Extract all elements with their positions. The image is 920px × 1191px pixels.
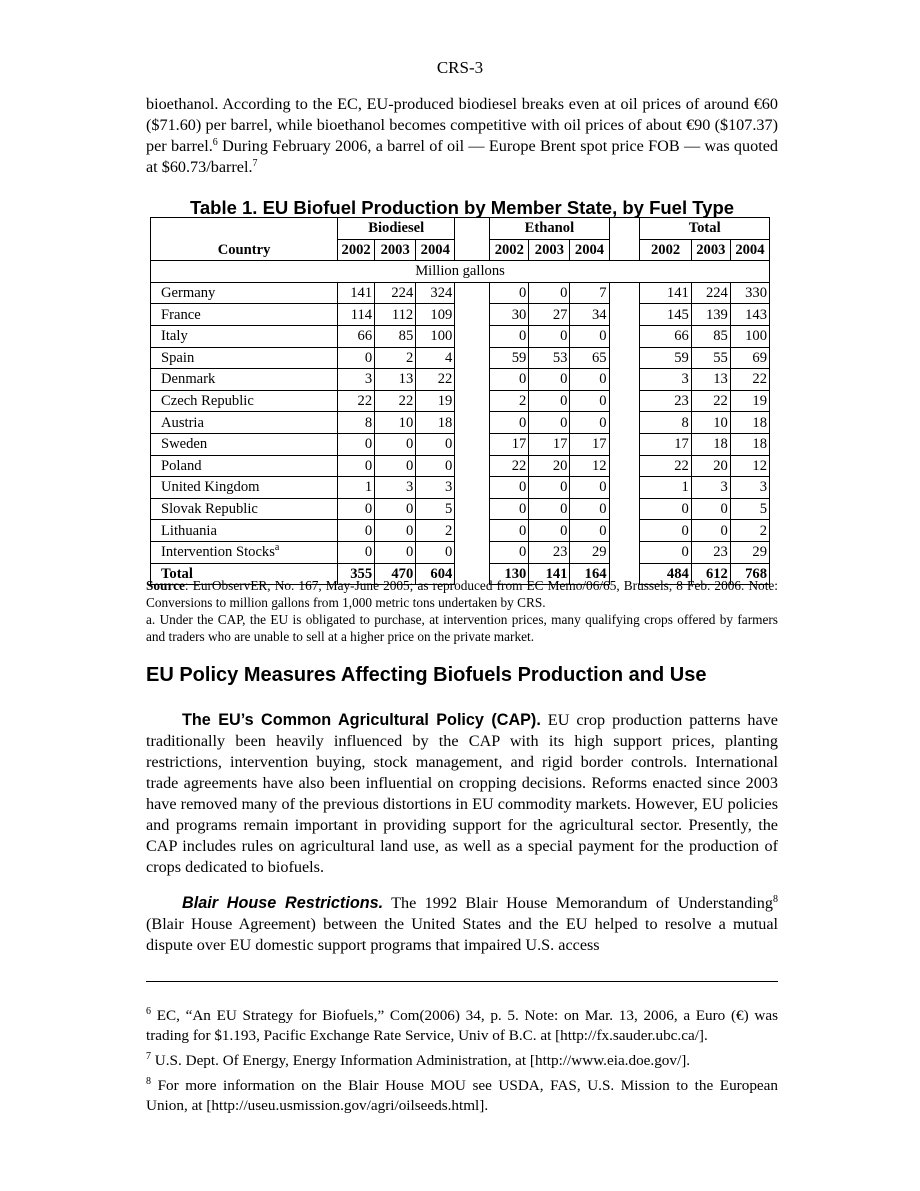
- value-cell: 69: [730, 347, 769, 369]
- value-cell: 0: [640, 541, 691, 563]
- footnote-number: 6: [146, 1006, 151, 1017]
- value-cell: 17: [570, 433, 609, 455]
- value-cell: 3: [416, 477, 455, 499]
- value-cell: 0: [529, 477, 570, 499]
- country-name: Sweden: [161, 436, 208, 453]
- value-cell: 0: [375, 455, 416, 477]
- cap-heading: The EU’s Common Agricultural Policy (CAP).: [182, 711, 541, 729]
- value-cell: 55: [691, 347, 730, 369]
- value-cell: 324: [416, 282, 455, 304]
- country-name: United Kingdom: [161, 479, 260, 496]
- source-line: [146, 577, 778, 611]
- value-cell: 12: [730, 455, 769, 477]
- value-cell: 612: [691, 563, 730, 585]
- gap-cell: [455, 390, 490, 412]
- footnote-8: [146, 1076, 778, 1116]
- group-header-biodiesel: Biodiesel: [338, 218, 455, 240]
- value-cell: 224: [375, 282, 416, 304]
- intro-paragraph: [146, 94, 778, 178]
- country-name: Italy: [161, 328, 188, 345]
- gap-cell: [609, 218, 640, 240]
- value-cell: 0: [529, 282, 570, 304]
- value-cell: 59: [490, 347, 529, 369]
- country-name: Total: [161, 565, 193, 582]
- source-label: Source: [146, 578, 185, 593]
- gap-cell: [455, 498, 490, 520]
- value-cell: 141: [640, 282, 691, 304]
- value-cell: 29: [730, 541, 769, 563]
- value-cell: 0: [416, 433, 455, 455]
- value-cell: 34: [570, 304, 609, 326]
- country-cell: [151, 390, 338, 412]
- year-header: 2004: [416, 239, 455, 261]
- table-row: [151, 541, 770, 563]
- value-cell: 13: [691, 369, 730, 391]
- footnote-divider: [146, 981, 778, 982]
- value-cell: 85: [691, 325, 730, 347]
- cap-paragraph: [146, 710, 778, 878]
- value-cell: 224: [691, 282, 730, 304]
- country-name: Spain: [161, 349, 195, 366]
- footnote-7: [146, 1051, 778, 1071]
- value-cell: 4: [416, 347, 455, 369]
- value-cell: 23: [529, 541, 570, 563]
- intro-text-1: bioethanol. According to the EC, EU-produced biodiesel breaks even at oil prices of around €60 ($71.60) per barrel, while bioethanol becomes competitive with oil prices of about €90 ($107.37) per barrel.: [146, 95, 778, 155]
- value-cell: 0: [529, 369, 570, 391]
- gap-cell: [609, 390, 640, 412]
- value-cell: 130: [490, 563, 529, 585]
- country-cell: [151, 282, 338, 304]
- value-cell: 470: [375, 563, 416, 585]
- value-cell: 23: [640, 390, 691, 412]
- gap-cell: [609, 239, 640, 261]
- value-cell: 5: [730, 498, 769, 520]
- table-row: [151, 412, 770, 434]
- value-cell: 0: [416, 541, 455, 563]
- value-cell: 30: [490, 304, 529, 326]
- value-cell: 2: [490, 390, 529, 412]
- value-cell: 0: [490, 477, 529, 499]
- value-cell: 22: [338, 390, 375, 412]
- footnote-ref-6[interactable]: 6: [212, 137, 218, 148]
- value-cell: 100: [730, 325, 769, 347]
- value-cell: 0: [490, 520, 529, 542]
- value-cell: 59: [640, 347, 691, 369]
- gap-cell: [609, 412, 640, 434]
- footnote-ref-8[interactable]: 8: [773, 894, 778, 905]
- page-header: CRS-3: [436, 58, 484, 77]
- table-row: [151, 347, 770, 369]
- biofuel-production-table: [150, 217, 770, 585]
- table-row: [151, 325, 770, 347]
- table-row: [151, 433, 770, 455]
- year-header: 2002: [338, 239, 375, 261]
- gap-cell: [609, 477, 640, 499]
- value-cell: 85: [375, 325, 416, 347]
- year-header: 2003: [529, 239, 570, 261]
- value-cell: 0: [375, 498, 416, 520]
- value-cell: 18: [416, 412, 455, 434]
- gap-cell: [609, 369, 640, 391]
- gap-cell: [609, 347, 640, 369]
- year-header: 2003: [375, 239, 416, 261]
- value-cell: 18: [730, 433, 769, 455]
- gap-cell: [455, 218, 490, 240]
- value-cell: 10: [375, 412, 416, 434]
- table-row: [151, 455, 770, 477]
- value-cell: 355: [338, 563, 375, 585]
- country-cell: [151, 369, 338, 391]
- year-header: 2004: [570, 239, 609, 261]
- country-cell: [151, 433, 338, 455]
- country-name: Poland: [161, 457, 202, 474]
- value-cell: 0: [570, 412, 609, 434]
- country-cell: [151, 541, 338, 563]
- country-name: Denmark: [161, 371, 216, 388]
- value-cell: 22: [490, 455, 529, 477]
- value-cell: 141: [338, 282, 375, 304]
- source-text: : EurObservER, No. 167, May-June 2005; as reproduced from EC Memo/06/65, Brussels, 8 Feb. 2006. Note: Conversions to million gallons from 1,000 metric tons undertaken by CRS.: [146, 578, 778, 610]
- value-cell: 20: [529, 455, 570, 477]
- value-cell: 22: [375, 390, 416, 412]
- footnote-text: U.S. Dept. Of Energy, Energy Information Administration, at [http://www.eia.doe.gov/].: [151, 1052, 691, 1069]
- value-cell: 0: [570, 498, 609, 520]
- gap-cell: [609, 455, 640, 477]
- value-cell: 139: [691, 304, 730, 326]
- blair-paragraph: [146, 893, 778, 956]
- value-cell: 0: [691, 498, 730, 520]
- value-cell: 17: [490, 433, 529, 455]
- gap-cell: [609, 498, 640, 520]
- value-cell: 330: [730, 282, 769, 304]
- value-cell: 7: [570, 282, 609, 304]
- value-cell: 0: [338, 498, 375, 520]
- value-cell: 112: [375, 304, 416, 326]
- value-cell: 484: [640, 563, 691, 585]
- value-cell: 13: [375, 369, 416, 391]
- value-cell: 12: [570, 455, 609, 477]
- value-cell: 10: [691, 412, 730, 434]
- value-cell: 1: [640, 477, 691, 499]
- value-cell: 0: [338, 347, 375, 369]
- table-source-note: [146, 577, 778, 645]
- value-cell: 0: [490, 498, 529, 520]
- value-cell: 2: [416, 520, 455, 542]
- footnote-text: For more information on the Blair House MOU see USDA, FAS, U.S. Mission to the European Union, at [http://useu.usmission.gov/agri/oilseeds.html].: [146, 1077, 778, 1114]
- value-cell: 22: [640, 455, 691, 477]
- gap-cell: [455, 369, 490, 391]
- value-cell: 143: [730, 304, 769, 326]
- gap-cell: [455, 541, 490, 563]
- gap-cell: [455, 347, 490, 369]
- gap-cell: [609, 520, 640, 542]
- value-cell: 19: [416, 390, 455, 412]
- year-header: 2004: [730, 239, 769, 261]
- country-cell: [151, 477, 338, 499]
- country-cell: [151, 304, 338, 326]
- gap-cell: [609, 282, 640, 304]
- value-cell: 0: [490, 541, 529, 563]
- value-cell: 145: [640, 304, 691, 326]
- footnote-text: EC, “An EU Strategy for Biofuels,” Com(2006) 34, p. 5. Note: on Mar. 13, 2006, a Euro (€) was trading for $1.193, Pacific Exchange Rate Service, Univ of B.C. at [http://fx.sauder.ubc.ca/].: [146, 1007, 778, 1044]
- value-cell: 22: [691, 390, 730, 412]
- table-row: [151, 390, 770, 412]
- unit-label: Million gallons: [151, 261, 770, 283]
- value-cell: 29: [570, 541, 609, 563]
- year-header: 2003: [691, 239, 730, 261]
- value-cell: 66: [338, 325, 375, 347]
- value-cell: 0: [691, 520, 730, 542]
- value-cell: 604: [416, 563, 455, 585]
- country-cell: [151, 325, 338, 347]
- value-cell: 8: [338, 412, 375, 434]
- country-cell: [151, 520, 338, 542]
- value-cell: 0: [640, 498, 691, 520]
- gap-cell: [455, 477, 490, 499]
- value-cell: 8: [640, 412, 691, 434]
- value-cell: 17: [640, 433, 691, 455]
- country-name: Slovak Republic: [161, 501, 258, 518]
- gap-cell: [609, 541, 640, 563]
- blair-text-2: (Blair House Agreement) between the United States and the EU helped to resolve a mutual dispute over EU domestic support programs that impaired U.S. access: [146, 915, 778, 954]
- value-cell: 3: [640, 369, 691, 391]
- value-cell: 114: [338, 304, 375, 326]
- gap-cell: [455, 304, 490, 326]
- value-cell: 0: [375, 433, 416, 455]
- value-cell: 66: [640, 325, 691, 347]
- gap-cell: [609, 433, 640, 455]
- value-cell: 3: [691, 477, 730, 499]
- value-cell: 3: [375, 477, 416, 499]
- value-cell: 0: [338, 455, 375, 477]
- country-cell: [151, 455, 338, 477]
- table-row: [151, 520, 770, 542]
- value-cell: 0: [529, 412, 570, 434]
- table-note-ref: a: [274, 542, 280, 554]
- value-cell: 23: [691, 541, 730, 563]
- country-name: Intervention Stocks: [161, 544, 275, 561]
- value-cell: 0: [529, 325, 570, 347]
- value-cell: 65: [570, 347, 609, 369]
- value-cell: 53: [529, 347, 570, 369]
- cap-text: EU crop production patterns have traditionally been heavily influenced by the CAP with its high support prices, planting restrictions, intervention buying, stock management, and rigid border controls. International trade agreements have also been influential on cropping decisions. Reforms enacted since 2003 have removed many of the previous distortions in EU commodity markets. However, EU policies and programs remain important in providing support for the agricultural sector. Presently, the CAP includes rules on agricultural land use, as well as a special payment for the production of crops dedicated to biofuels.: [146, 711, 778, 876]
- value-cell: 0: [338, 433, 375, 455]
- note-a: a. Under the CAP, the EU is obligated to purchase, at intervention prices, many qualifying crops offered by farmers and traders who are unable to sell at a higher price on the private market.: [146, 612, 778, 644]
- country-cell: [151, 347, 338, 369]
- country-name: Lithuania: [161, 522, 217, 539]
- value-cell: 27: [529, 304, 570, 326]
- value-cell: 0: [570, 325, 609, 347]
- gap-cell: [455, 520, 490, 542]
- value-cell: 2: [375, 347, 416, 369]
- value-cell: 0: [490, 282, 529, 304]
- country-name: Czech Republic: [161, 393, 254, 410]
- value-cell: 0: [529, 498, 570, 520]
- value-cell: 768: [730, 563, 769, 585]
- country-cell: [151, 412, 338, 434]
- value-cell: 100: [416, 325, 455, 347]
- value-cell: 3: [338, 369, 375, 391]
- value-cell: 17: [529, 433, 570, 455]
- table-row: [151, 369, 770, 391]
- gap-cell: [455, 412, 490, 434]
- value-cell: 0: [570, 390, 609, 412]
- gap-cell: [455, 325, 490, 347]
- table-title: Table 1. EU Biofuel Production by Member State, by Fuel Type: [189, 197, 735, 218]
- value-cell: 0: [570, 369, 609, 391]
- year-header: 2002: [640, 239, 691, 261]
- table-row: [151, 304, 770, 326]
- gap-cell: [455, 455, 490, 477]
- country-name: Germany: [161, 285, 216, 302]
- value-cell: 141: [529, 563, 570, 585]
- section-heading: EU Policy Measures Affecting Biofuels Production and Use: [146, 664, 707, 686]
- gap-cell: [609, 304, 640, 326]
- blair-heading: Blair House Restrictions.: [182, 894, 384, 912]
- gap-cell: [455, 239, 490, 261]
- value-cell: 0: [490, 369, 529, 391]
- value-cell: 0: [375, 541, 416, 563]
- value-cell: 0: [490, 325, 529, 347]
- country-cell: [151, 498, 338, 520]
- value-cell: 0: [570, 520, 609, 542]
- value-cell: 18: [730, 412, 769, 434]
- value-cell: 22: [730, 369, 769, 391]
- value-cell: 109: [416, 304, 455, 326]
- value-cell: 22: [416, 369, 455, 391]
- value-cell: 3: [730, 477, 769, 499]
- value-cell: 0: [375, 520, 416, 542]
- value-cell: 164: [570, 563, 609, 585]
- country-header-spacer: [151, 218, 338, 240]
- table-row: [151, 477, 770, 499]
- value-cell: 19: [730, 390, 769, 412]
- value-cell: 20: [691, 455, 730, 477]
- table-row: [151, 498, 770, 520]
- value-cell: 0: [570, 477, 609, 499]
- table-row: [151, 282, 770, 304]
- footnote-ref-7[interactable]: 7: [252, 158, 258, 169]
- gap-cell: [455, 282, 490, 304]
- value-cell: 1: [338, 477, 375, 499]
- footnote-6: [146, 1006, 778, 1046]
- blair-text-1: The 1992 Blair House Memorandum of Understanding: [383, 894, 773, 912]
- group-header-ethanol: Ethanol: [490, 218, 609, 240]
- value-cell: 0: [338, 541, 375, 563]
- value-cell: 0: [529, 520, 570, 542]
- value-cell: 0: [640, 520, 691, 542]
- value-cell: 2: [730, 520, 769, 542]
- group-header-total: Total: [640, 218, 770, 240]
- value-cell: 0: [529, 390, 570, 412]
- gap-cell: [609, 325, 640, 347]
- country-header: Country: [151, 239, 338, 261]
- value-cell: 0: [490, 412, 529, 434]
- value-cell: 0: [338, 520, 375, 542]
- intro-text-2: During February 2006, a barrel of oil — Europe Brent spot price FOB — was quoted at $60.73/barrel.: [146, 137, 778, 176]
- footnote-number: 7: [146, 1051, 151, 1062]
- country-name: France: [161, 306, 201, 323]
- footnote-number: 8: [146, 1076, 151, 1087]
- value-cell: 18: [691, 433, 730, 455]
- country-name: Austria: [161, 414, 204, 431]
- value-cell: 5: [416, 498, 455, 520]
- gap-cell: [455, 433, 490, 455]
- year-header: 2002: [490, 239, 529, 261]
- value-cell: 0: [416, 455, 455, 477]
